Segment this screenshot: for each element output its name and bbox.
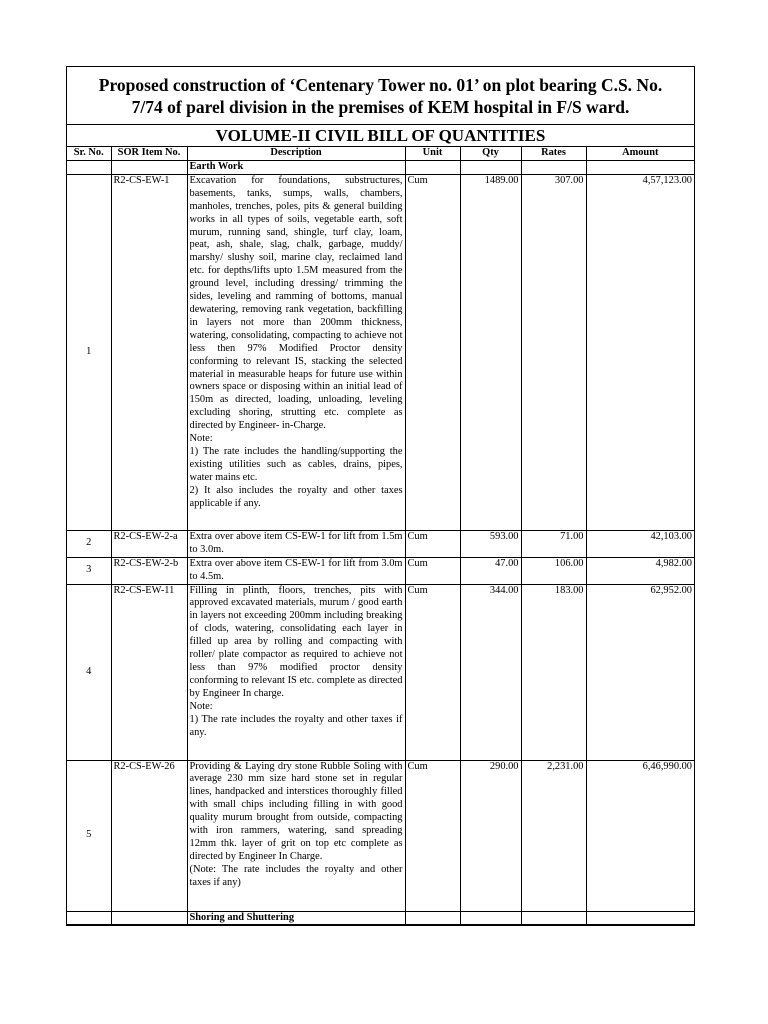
- sor-item: R2-CS-EW-26: [111, 760, 187, 911]
- unit: Cum: [405, 584, 460, 760]
- qty: 1489.00: [460, 174, 521, 530]
- sor-item: R2-CS-EW-2-b: [111, 557, 187, 584]
- section-row: [67, 161, 694, 175]
- qty: 290.00: [460, 760, 521, 911]
- note-line: (Note: The rate includes the royalty and other taxes if any): [189, 863, 403, 888]
- unit: Cum: [405, 174, 460, 530]
- table-row: [67, 584, 694, 760]
- amount: 4,57,123.00: [586, 174, 694, 530]
- sr-no: 2: [67, 530, 111, 557]
- document-header: [67, 67, 694, 125]
- amount: 42,103.00: [586, 530, 694, 557]
- col-header-rates: Rates: [521, 147, 586, 161]
- description-cell: [187, 174, 405, 530]
- rate: 106.00: [521, 557, 586, 584]
- header-title-line-1: Proposed construction of ‘Centenary Tower no. 01’ on plot bearing C.S. No.: [98, 74, 663, 95]
- qty: 593.00: [460, 530, 521, 557]
- sor-item: R2-CS-EW-1: [111, 174, 187, 530]
- note-line: Note:: [189, 700, 213, 712]
- table-row: [67, 557, 694, 584]
- col-header-amount: Amount: [586, 147, 694, 161]
- note-line: Note:: [189, 433, 213, 445]
- note-line: 2) It also includes the royalty and other taxes applicable if any.: [189, 484, 403, 509]
- amount: 62,952.00: [586, 584, 694, 760]
- note-line: 1) The rate includes the handling/supporting the existing utilities such as cables, drains, pipes, water mains etc.: [189, 445, 403, 483]
- description-cell: [187, 584, 405, 760]
- qty: 47.00: [460, 557, 521, 584]
- section-row: [67, 911, 694, 925]
- description-text: Filling in plinth, floors, trenches, pits with approved excavated materials, murum / good earth in layers not exceeding 200mm including breaking of clods, watering, consolidating each layer in filled up area by rolling and compacting with roller/ plate compactor as required to achieve not less than 97% modified proctor density conforming to relevant IS etc. complete as directed by Engineer In charge.: [189, 584, 403, 699]
- sr-no: 1: [67, 174, 111, 530]
- boq-document: [66, 66, 695, 926]
- qty: 344.00: [460, 584, 521, 760]
- rate: 2,231.00: [521, 760, 586, 911]
- table-row: [67, 760, 694, 911]
- header-title-line-2: 7/74 of parel division in the premises of KEM hospital in F/S ward.: [131, 96, 630, 117]
- section-earth-work: Earth Work: [187, 161, 405, 175]
- table-header-row: [67, 147, 694, 161]
- sr-no: 3: [67, 557, 111, 584]
- unit: Cum: [405, 760, 460, 911]
- col-header-sr: Sr. No.: [67, 147, 111, 161]
- rate: 183.00: [521, 584, 586, 760]
- description-text: Extra over above item CS-EW-1 for lift from 1.5m to 3.0m.: [187, 530, 405, 557]
- description-text: Excavation for foundations, substructures, basements, tanks, sumps, walls, chambers, manholes, trenches, poles, pits & general building works in all types of soils, vegetable earth, soft murum, running sand, shingle, turf clay, loam, peat, ash, shale, slag, chalk, garbage, muddy/ marshy/ slushy soil, marine clay, reclaimed land etc. for depths/lifts upto 1.5M measured from the ground level, including dressing/ trimming the sides, leveling and ramming of bottoms, manual dewatering, removing rank vegetation, backfilling in layers not more than 200mm thickness, watering, consolidating, compacting to achieve not less then 97% Modified Proctor density conforming to relevant IS, stacking the selected material in measurable heaps for future use within owners space or disposing within an initial lead of 150m as directed, loading, unloading, leveling excluding shoring, strutting etc. complete as directed by Engineer- in-Charge.: [189, 174, 403, 432]
- sor-item: R2-CS-EW-2-a: [111, 530, 187, 557]
- rate: 307.00: [521, 174, 586, 530]
- description-text: Providing & Laying dry stone Rubble Soling with average 230 mm size hard stone set in regular lines, handpacked and interstices thoroughly filled with small chips including filling in with good quality murum brought from outside, compacting with iron rammers, watering, sand spreading 12mm thk. layer of grit on top etc complete as directed by Engineer In Charge.: [189, 760, 403, 862]
- sr-no: 4: [67, 584, 111, 760]
- note-line: 1) The rate includes the royalty and other taxes if any.: [189, 713, 403, 738]
- col-header-sor: SOR Item No.: [111, 147, 187, 161]
- sr-no: 5: [67, 760, 111, 911]
- table-row: [67, 530, 694, 557]
- col-header-qty: Qty: [460, 147, 521, 161]
- col-header-description: Description: [187, 147, 405, 161]
- table-row: [67, 174, 694, 530]
- col-header-unit: Unit: [405, 147, 460, 161]
- unit: Cum: [405, 557, 460, 584]
- unit: Cum: [405, 530, 460, 557]
- volume-title: VOLUME-II CIVIL BILL OF QUANTITIES: [67, 125, 694, 147]
- boq-table: [67, 147, 694, 925]
- rate: 71.00: [521, 530, 586, 557]
- sor-item: R2-CS-EW-11: [111, 584, 187, 760]
- amount: 4,982.00: [586, 557, 694, 584]
- description-cell: [187, 760, 405, 911]
- description-text: Extra over above item CS-EW-1 for lift from 3.0m to 4.5m.: [187, 557, 405, 584]
- amount: 6,46,990.00: [586, 760, 694, 911]
- section-shoring-shuttering: Shoring and Shuttering: [187, 911, 405, 925]
